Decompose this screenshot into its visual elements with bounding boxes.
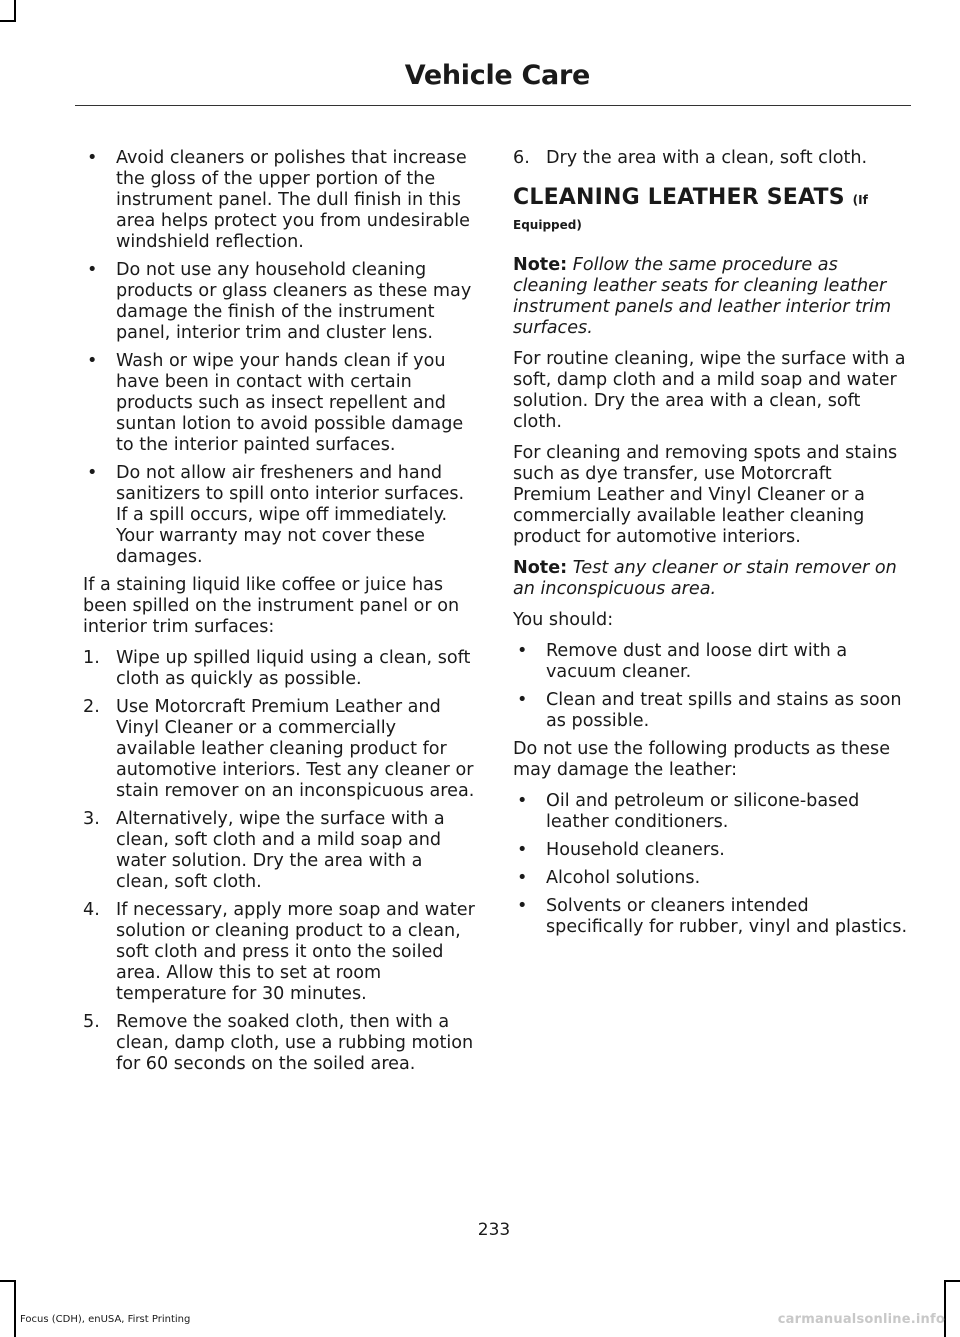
- list-item: • Solvents or cleaners intended specifically for rubber, vinyl and plastics.: [517, 896, 908, 937]
- note-text: Test any cleaner or stain remover on an inconspicuous area.: [513, 558, 897, 599]
- page-number: 233: [477, 1220, 511, 1240]
- list-item: • Alcohol solutions.: [517, 868, 701, 888]
- note: [513, 255, 911, 339]
- list-item: • Do not allow air fresheners and hand sanitizers to spill onto interior surfaces. If a spill occurs, wipe off immediately. Your warranty may not cover these damages.: [87, 463, 465, 567]
- section-heading-qualifier: (If: [852, 193, 868, 207]
- bullet-icon: •: [87, 148, 98, 168]
- crop-mark: [0, 1280, 16, 1282]
- list-item: • Household cleaners.: [517, 840, 725, 860]
- step-number: 1.: [83, 648, 100, 668]
- list-item: 4. If necessary, apply more soap and water solution or cleaning product to a clean, soft cloth and press it onto the soiled area. Allow this to set at room temperature for 30 minutes.: [83, 900, 475, 1004]
- stain-removal-paragraph: For cleaning and removing spots and stains such as dye transfer, use Motorcraft Premium Leather and Vinyl Cleaner or a commercially available leather cleaning product for automotive interiors.: [513, 443, 898, 547]
- note-text: Follow the same procedure as cleaning leather seats for cleaning leather instrument panels and leather interior trim surfaces.: [513, 255, 892, 338]
- recommended-list: [513, 641, 911, 732]
- do-not-use-paragraph: Do not use the following products as these may damage the leather:: [513, 739, 891, 780]
- precaution-list: [83, 148, 476, 568]
- crop-mark: [944, 1280, 946, 1337]
- bullet-icon: •: [517, 840, 528, 860]
- bullet-icon: •: [87, 351, 98, 371]
- avoid-products-list: [513, 791, 911, 938]
- list-item: 3. Alternatively, wipe the surface with a clean, soft cloth and a mild soap and water solution. Dry the area with a clean, soft cloth.: [83, 809, 445, 892]
- note-label: Note:: [513, 558, 568, 578]
- spill-steps-continued: [513, 148, 911, 169]
- bullet-icon: •: [87, 463, 98, 483]
- bullet-icon: •: [517, 641, 528, 661]
- step-number: 6.: [513, 148, 530, 168]
- list-item: • Do not use any household cleaning products or glass cleaners as these may damage the finish of the instrument panel, interior trim and cluster lens.: [87, 260, 472, 343]
- left-column: [83, 148, 476, 1082]
- step-number: 3.: [83, 809, 100, 829]
- list-item: • Wash or wipe your hands clean if you have been in contact with certain products such as insect repellent and suntan lotion to avoid possible damage to the interior painted surfaces.: [87, 351, 464, 455]
- crop-mark: [14, 0, 16, 22]
- bullet-icon: •: [517, 690, 528, 710]
- step-number: 2.: [83, 697, 100, 717]
- watermark[interactable]: carmanualsonline.info: [777, 1312, 945, 1327]
- step-number: 5.: [83, 1012, 100, 1032]
- list-item: 1. Wipe up spilled liquid using a clean, soft cloth as quickly as possible.: [83, 648, 471, 689]
- list-item: • Oil and petroleum or silicone-based leather conditioners.: [517, 791, 860, 832]
- crop-mark: [0, 20, 16, 22]
- header-divider: [75, 105, 911, 106]
- list-item: 2. Use Motorcraft Premium Leather and Vinyl Cleaner or a commercially available leather cleaning product for automotive interiors. Test any cleaner or stain remover on an inconspicuous area.: [83, 697, 475, 801]
- step-number: 4.: [83, 900, 100, 920]
- crop-mark: [14, 1280, 16, 1337]
- list-item: 5. Remove the soaked cloth, then with a clean, damp cloth, use a rubbing motion for 60 seconds on the soiled area.: [83, 1012, 474, 1074]
- section-heading-qualifier-continued: Equipped): [513, 218, 582, 232]
- you-should-label: You should:: [513, 610, 614, 630]
- section-heading: CLEANING LEATHER SEATS (If: [513, 185, 868, 210]
- spill-intro-paragraph: If a staining liquid like coffee or juice has been spilled on the instrument panel or on interior trim surfaces:: [83, 575, 460, 637]
- note: [513, 558, 911, 600]
- list-item: • Avoid cleaners or polishes that increase the gloss of the upper portion of the instrument panel. The dull finish in this area helps protect you from undesirable windshield reflection.: [87, 148, 470, 252]
- footer-edition: Focus (CDH), enUSA, First Printing: [20, 1314, 191, 1325]
- note-label: Note:: [513, 255, 568, 275]
- page-title: Vehicle Care: [404, 60, 590, 91]
- list-item: • Clean and treat spills and stains as soon as possible.: [517, 690, 902, 731]
- right-column: [513, 148, 911, 945]
- bullet-icon: •: [517, 791, 528, 811]
- crop-mark: [944, 1280, 960, 1282]
- bullet-icon: •: [87, 260, 98, 280]
- spill-steps-list: [83, 648, 476, 1075]
- list-item: 6. Dry the area with a clean, soft cloth.: [513, 148, 868, 168]
- bullet-icon: •: [517, 896, 528, 916]
- routine-cleaning-paragraph: For routine cleaning, wipe the surface with a soft, damp cloth and a mild soap and water solution. Dry the area with a clean, soft cloth.: [513, 349, 906, 432]
- list-item: • Remove dust and loose dirt with a vacuum cleaner.: [517, 641, 848, 682]
- bullet-icon: •: [517, 868, 528, 888]
